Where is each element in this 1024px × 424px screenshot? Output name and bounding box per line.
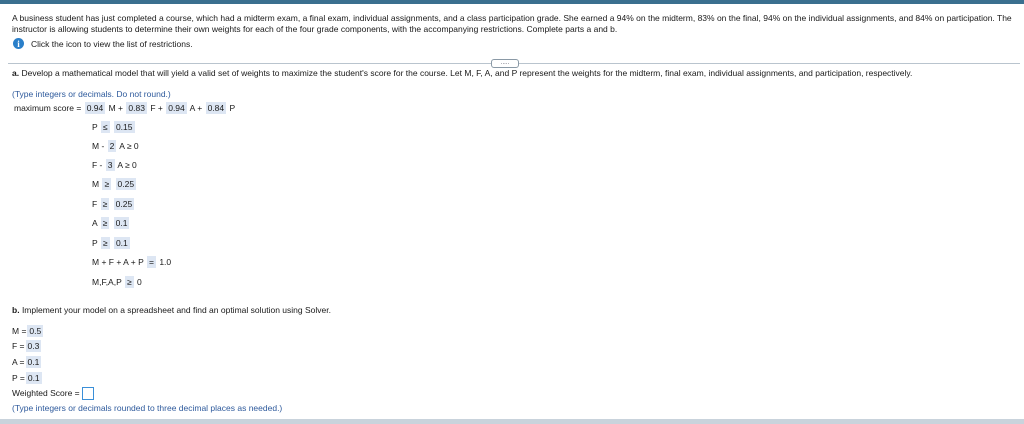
objective-var-p: P (229, 103, 236, 113)
constraint-row (92, 159, 137, 171)
constraint-row (92, 217, 130, 229)
part-a-hint: (Type integers or decimals. Do not round.) (12, 89, 171, 99)
part-b-prompt (12, 305, 331, 315)
constraint-row (92, 140, 139, 152)
constraint-rhs: 0 (137, 277, 142, 287)
objective-var-f: F + (150, 103, 163, 113)
weighted-score-label: Weighted Score = (12, 387, 80, 398)
solution-row-p (12, 372, 43, 384)
constraint-lhs: F (92, 199, 98, 209)
constraint-lhs: P (92, 122, 98, 132)
objective-row (14, 102, 235, 114)
restrictions-link[interactable]: Click the icon to view the list of restrictions. (31, 38, 193, 49)
constraint-row (92, 198, 135, 210)
constraint-lhs: M - (92, 141, 105, 151)
solution-row-a (12, 356, 42, 368)
variable-label: M = (12, 326, 27, 336)
constraint-operator[interactable]: ≥ (126, 277, 132, 287)
constraint-row (92, 237, 131, 249)
objective-var-m: M + (108, 103, 124, 113)
constraint-rhs[interactable]: 0.1 (115, 218, 128, 228)
objective-coef-f[interactable]: 0.83 (128, 103, 145, 113)
constraint-operator[interactable]: ≥ (104, 179, 110, 189)
part-b-text: Implement your model on a spreadsheet and find an optimal solution using Solver. (21, 305, 331, 315)
weighted-score-row (12, 387, 94, 400)
constraint-operator[interactable]: = (148, 257, 154, 267)
variable-value[interactable]: 0.3 (27, 341, 40, 351)
variable-value[interactable]: 0.1 (27, 373, 40, 383)
constraint-operator[interactable]: ≥ (102, 199, 108, 209)
constraint-lhs: M + F + A + P (92, 257, 144, 267)
part-a-text: Develop a mathematical model that will yield a valid set of weights to maximize the student's score for the course. Let M, F, A, and P represent the weights for the midterm, final exam, individual assignments, and participation, respectively. (21, 68, 913, 78)
constraint-rhs: A ≥ 0 (117, 160, 137, 170)
constraint-row (92, 276, 142, 288)
weighted-score-input[interactable] (82, 387, 94, 400)
constraint-lhs: F - (92, 160, 103, 170)
constraint-lhs: M (92, 179, 100, 189)
constraint-operator[interactable]: ≤ (102, 122, 108, 132)
restrictions-info-row[interactable] (13, 38, 193, 49)
constraint-row (92, 121, 136, 133)
part-b-hint: (Type integers or decimals rounded to three decimal places as needed.) (12, 403, 283, 413)
bottom-bar (0, 419, 1024, 424)
variable-label: P = (12, 373, 25, 383)
top-accent-bar (0, 0, 1024, 4)
constraint-rhs[interactable]: 0.25 (115, 199, 133, 209)
constraint-rhs: 1.0 (159, 257, 172, 267)
variable-label: A = (12, 357, 25, 367)
part-a-label: a. (12, 68, 20, 78)
objective-coef-a[interactable]: 0.94 (168, 103, 185, 113)
constraint-coefficient[interactable]: 3 (107, 160, 113, 170)
expand-toggle-button[interactable]: ..... (491, 59, 519, 68)
variable-value[interactable]: 0.1 (27, 357, 40, 367)
solution-row-m (12, 325, 44, 337)
constraint-lhs: M,F,A,P (92, 277, 122, 287)
solution-row-f (12, 340, 42, 352)
constraint-rhs[interactable]: 0.1 (115, 238, 128, 248)
problem-statement: A business student has just completed a course, which had a midterm exam, a final exam, individual assignments, and a class participation grade. She earned a 94% on the midterm, 83% on the final, 94% on the individual assignments, and 84% on participation. The instructor is allowing students to determine their own weights for each of the four grade components, with the accompanying restrictions. Complete parts a and b. (12, 13, 1012, 34)
constraint-operator[interactable]: ≥ (102, 218, 108, 228)
constraint-coefficient[interactable]: 2 (109, 141, 115, 151)
constraint-operator[interactable]: ≥ (102, 238, 108, 248)
constraint-rhs[interactable]: 0.15 (115, 122, 133, 132)
info-icon[interactable]: i (13, 38, 24, 49)
objective-label: maximum score = (14, 103, 82, 113)
constraint-rhs[interactable]: 0.25 (117, 179, 135, 189)
constraint-row (92, 178, 137, 190)
part-b-label: b. (12, 305, 20, 315)
objective-coef-m[interactable]: 0.94 (86, 103, 104, 113)
part-a-prompt (12, 68, 912, 78)
objective-coef-p[interactable]: 0.84 (207, 103, 225, 113)
objective-var-a: A + (189, 103, 203, 113)
variable-label: F = (12, 341, 25, 351)
constraint-row (92, 256, 171, 268)
constraint-lhs: P (92, 238, 98, 248)
constraint-lhs: A (92, 218, 98, 228)
variable-value[interactable]: 0.5 (29, 326, 42, 336)
constraint-rhs: A ≥ 0 (119, 141, 139, 151)
